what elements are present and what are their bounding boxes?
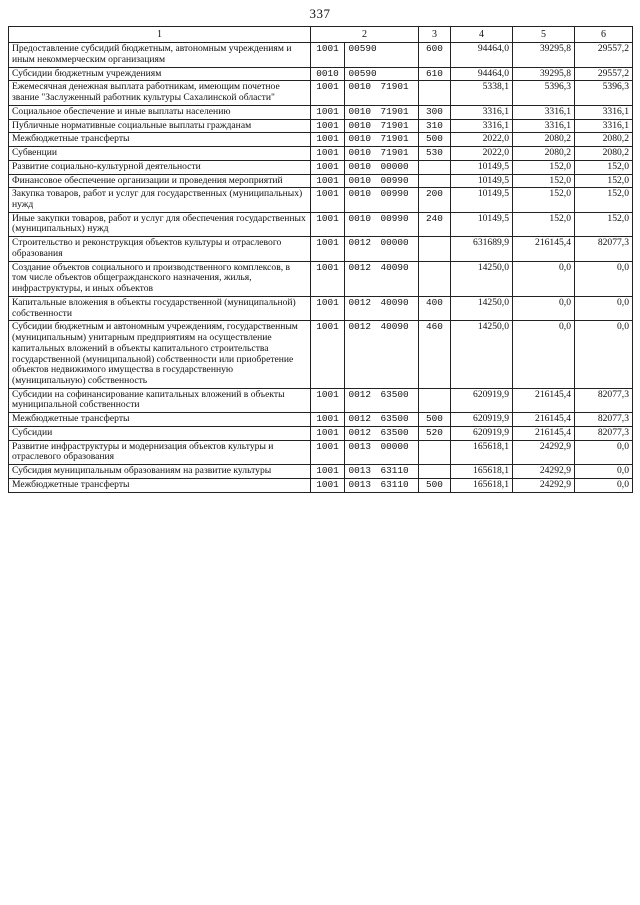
section-code-cell: 1001 xyxy=(311,160,345,174)
target-article-part-a: 0012 xyxy=(348,426,372,438)
amount-col4-cell: 14250,0 xyxy=(451,296,513,320)
table-row xyxy=(9,212,633,236)
amount-col4-cell: 3316,1 xyxy=(451,119,513,133)
target-article-cell xyxy=(345,465,419,479)
row-name-cell: Финансовое обеспечение организации и проведения мероприятий xyxy=(9,174,311,188)
amount-col5-cell: 0,0 xyxy=(513,321,575,388)
table-row xyxy=(9,81,633,105)
section-code-cell: 1001 xyxy=(311,174,345,188)
target-article-part-a: 0010 xyxy=(348,160,372,172)
section-code-cell: 1001 xyxy=(311,426,345,440)
amount-col6-cell: 0,0 xyxy=(575,478,633,492)
expense-type-cell xyxy=(419,237,451,261)
target-article-cell xyxy=(345,237,419,261)
amount-col6-cell: 82077,3 xyxy=(575,426,633,440)
amount-col5-cell: 0,0 xyxy=(513,261,575,296)
table-row xyxy=(9,465,633,479)
amount-col6-cell: 3316,1 xyxy=(575,105,633,119)
amount-col4-cell: 620919,9 xyxy=(451,413,513,427)
target-article-part-a: 0010 xyxy=(348,212,372,224)
section-code-cell: 1001 xyxy=(311,81,345,105)
amount-col5-cell: 24292,9 xyxy=(513,478,575,492)
amount-col5-cell: 2080,2 xyxy=(513,147,575,161)
target-article-part-a: 0013 xyxy=(348,478,372,490)
target-article-part-a: 0013 xyxy=(348,465,372,477)
target-article-cell xyxy=(345,67,419,81)
target-article-cell xyxy=(345,296,419,320)
amount-col6-cell: 0,0 xyxy=(575,261,633,296)
target-article-cell xyxy=(345,321,419,388)
section-code-cell: 1001 xyxy=(311,440,345,464)
target-article-part-b: 71901 xyxy=(380,81,409,93)
amount-col5-cell: 3316,1 xyxy=(513,105,575,119)
target-article-part-a: 0010 xyxy=(348,147,372,159)
expense-type-cell: 200 xyxy=(419,188,451,212)
amount-col4-cell: 620919,9 xyxy=(451,388,513,412)
expense-type-cell: 500 xyxy=(419,413,451,427)
amount-col4-cell: 94464,0 xyxy=(451,43,513,67)
expense-type-cell xyxy=(419,465,451,479)
target-article-part-a: 0010 xyxy=(348,81,372,93)
table-row xyxy=(9,160,633,174)
target-article-cell xyxy=(345,426,419,440)
section-code-cell: 1001 xyxy=(311,321,345,388)
table-row xyxy=(9,296,633,320)
amount-col4-cell: 165618,1 xyxy=(451,478,513,492)
expense-type-cell: 300 xyxy=(419,105,451,119)
table-row xyxy=(9,478,633,492)
expense-type-cell xyxy=(419,440,451,464)
table-row xyxy=(9,43,633,67)
target-article-part-b: 71901 xyxy=(380,105,409,117)
row-name-cell: Иные закупки товаров, работ и услуг для обеспечения государственных (муниципальных) нужд xyxy=(9,212,311,236)
expense-type-cell: 610 xyxy=(419,67,451,81)
amount-col5-cell: 216145,4 xyxy=(513,413,575,427)
amount-col5-cell: 216145,4 xyxy=(513,237,575,261)
amount-col5-cell: 24292,9 xyxy=(513,465,575,479)
table-row xyxy=(9,237,633,261)
section-code-cell: 1001 xyxy=(311,388,345,412)
target-article-part-a: 0012 xyxy=(348,296,372,308)
expense-type-cell xyxy=(419,81,451,105)
amount-col5-cell: 152,0 xyxy=(513,212,575,236)
target-article-part-a: 0012 xyxy=(348,321,372,333)
budget-table xyxy=(8,26,633,493)
expense-type-cell: 500 xyxy=(419,478,451,492)
amount-col5-cell: 39295,8 xyxy=(513,43,575,67)
amount-col5-cell: 152,0 xyxy=(513,160,575,174)
amount-col4-cell: 10149,5 xyxy=(451,174,513,188)
amount-col6-cell: 5396,3 xyxy=(575,81,633,105)
section-code-cell: 0010 xyxy=(311,67,345,81)
amount-col4-cell: 10149,5 xyxy=(451,188,513,212)
amount-col5-cell: 39295,8 xyxy=(513,67,575,81)
section-code-cell: 1001 xyxy=(311,296,345,320)
table-row xyxy=(9,413,633,427)
expense-type-cell: 520 xyxy=(419,426,451,440)
row-name-cell: Субвенции xyxy=(9,147,311,161)
row-name-cell: Субсидии бюджетным учреждениям xyxy=(9,67,311,81)
row-name-cell: Капитальные вложения в объекты государственной (муниципальной) собственности xyxy=(9,296,311,320)
table-row xyxy=(9,119,633,133)
row-name-cell: Межбюджетные трансферты xyxy=(9,133,311,147)
section-code-cell: 1001 xyxy=(311,119,345,133)
target-article-part-b: 40090 xyxy=(380,296,409,308)
amount-col5-cell: 2080,2 xyxy=(513,133,575,147)
target-article-cell xyxy=(345,188,419,212)
target-article-part-b: 71901 xyxy=(380,147,409,159)
amount-col6-cell: 82077,3 xyxy=(575,237,633,261)
amount-col6-cell: 0,0 xyxy=(575,321,633,388)
amount-col6-cell: 0,0 xyxy=(575,296,633,320)
row-name-cell: Субсидия муниципальным образованиям на развитие культуры xyxy=(9,465,311,479)
section-code-cell: 1001 xyxy=(311,237,345,261)
section-code-cell: 1001 xyxy=(311,133,345,147)
expense-type-cell xyxy=(419,261,451,296)
row-name-cell: Развитие инфраструктуры и модернизация объектов культуры и отраслевого образования xyxy=(9,440,311,464)
target-article-part-a: 0012 xyxy=(348,237,372,249)
target-article-part-b: 00000 xyxy=(380,440,409,452)
amount-col4-cell: 165618,1 xyxy=(451,465,513,479)
amount-col5-cell: 3316,1 xyxy=(513,119,575,133)
target-article-part-b: 00000 xyxy=(380,237,409,249)
column-header: 5 xyxy=(513,27,575,43)
row-name-cell: Развитие социально-культурной деятельности xyxy=(9,160,311,174)
target-article-part-b: 00990 xyxy=(380,188,409,200)
target-article-part-b: 40090 xyxy=(380,321,409,333)
table-header-row xyxy=(9,27,633,43)
target-article-cell xyxy=(345,43,419,67)
target-article-part-b: 63110 xyxy=(380,465,409,477)
table-row xyxy=(9,147,633,161)
amount-col6-cell: 0,0 xyxy=(575,465,633,479)
section-code-cell: 1001 xyxy=(311,478,345,492)
target-article-cell xyxy=(345,388,419,412)
column-header: 6 xyxy=(575,27,633,43)
target-article-part-a: 0010 xyxy=(348,188,372,200)
row-name-cell: Строительство и реконструкция объектов культуры и отраслевого образования xyxy=(9,237,311,261)
section-code-cell: 1001 xyxy=(311,261,345,296)
amount-col5-cell: 24292,9 xyxy=(513,440,575,464)
target-article-part-a: 0013 xyxy=(348,440,372,452)
row-name-cell: Субсидии бюджетным и автономным учреждениям, государственным (муниципальным) унитарным предприятиям на осуществление капитальных вложений в объекты капитального строительства государственной (муниципальной) собственности или приобретение объектов недвижимого имущества в государственную (муниципальную) собственность xyxy=(9,321,311,388)
section-code-cell: 1001 xyxy=(311,147,345,161)
target-article-part-b: 63500 xyxy=(380,426,409,438)
expense-type-cell: 600 xyxy=(419,43,451,67)
target-article-part-a: 00590 xyxy=(348,67,377,79)
amount-col6-cell: 152,0 xyxy=(575,212,633,236)
table-row xyxy=(9,188,633,212)
amount-col6-cell: 29557,2 xyxy=(575,43,633,67)
target-article-part-b: 00000 xyxy=(380,160,409,172)
table-row xyxy=(9,321,633,388)
target-article-cell xyxy=(345,147,419,161)
table-row xyxy=(9,67,633,81)
expense-type-cell xyxy=(419,160,451,174)
row-name-cell: Публичные нормативные социальные выплаты гражданам xyxy=(9,119,311,133)
section-code-cell: 1001 xyxy=(311,413,345,427)
amount-col4-cell: 10149,5 xyxy=(451,212,513,236)
table-row xyxy=(9,105,633,119)
amount-col6-cell: 0,0 xyxy=(575,440,633,464)
target-article-cell xyxy=(345,160,419,174)
amount-col4-cell: 5338,1 xyxy=(451,81,513,105)
amount-col6-cell: 2080,2 xyxy=(575,133,633,147)
row-name-cell: Закупка товаров, работ и услуг для государственных (муниципальных) нужд xyxy=(9,188,311,212)
target-article-part-b: 71901 xyxy=(380,119,409,131)
target-article-cell xyxy=(345,133,419,147)
row-name-cell: Межбюджетные трансферты xyxy=(9,478,311,492)
target-article-part-b: 63500 xyxy=(380,388,409,400)
amount-col6-cell: 82077,3 xyxy=(575,413,633,427)
expense-type-cell: 400 xyxy=(419,296,451,320)
target-article-part-a: 0010 xyxy=(348,105,372,117)
row-name-cell: Ежемесячная денежная выплата работникам, имеющим почетное звание "Заслуженный работник культуры Сахалинской области" xyxy=(9,81,311,105)
expense-type-cell xyxy=(419,388,451,412)
column-header: 4 xyxy=(451,27,513,43)
target-article-part-b: 00990 xyxy=(380,212,409,224)
amount-col5-cell: 152,0 xyxy=(513,174,575,188)
expense-type-cell: 500 xyxy=(419,133,451,147)
target-article-part-a: 0010 xyxy=(348,133,372,145)
target-article-cell xyxy=(345,261,419,296)
amount-col5-cell: 216145,4 xyxy=(513,388,575,412)
target-article-part-a: 0010 xyxy=(348,174,372,186)
row-name-cell: Субсидии на софинансирование капитальных вложений в объекты муниципальной собственности xyxy=(9,388,311,412)
target-article-part-b: 63500 xyxy=(380,413,409,425)
target-article-cell xyxy=(345,119,419,133)
section-code-cell: 1001 xyxy=(311,43,345,67)
expense-type-cell: 460 xyxy=(419,321,451,388)
target-article-part-a: 0010 xyxy=(348,119,372,131)
amount-col4-cell: 14250,0 xyxy=(451,261,513,296)
target-article-cell xyxy=(345,105,419,119)
section-code-cell: 1001 xyxy=(311,105,345,119)
amount-col4-cell: 631689,9 xyxy=(451,237,513,261)
target-article-part-a: 00590 xyxy=(348,43,377,55)
page-number: 337 xyxy=(309,6,331,21)
amount-col5-cell: 216145,4 xyxy=(513,426,575,440)
amount-col6-cell: 82077,3 xyxy=(575,388,633,412)
table-row xyxy=(9,440,633,464)
amount-col5-cell: 0,0 xyxy=(513,296,575,320)
table-row xyxy=(9,133,633,147)
table-row xyxy=(9,388,633,412)
amount-col4-cell: 620919,9 xyxy=(451,426,513,440)
amount-col6-cell: 152,0 xyxy=(575,188,633,212)
amount-col6-cell: 152,0 xyxy=(575,174,633,188)
amount-col4-cell: 2022,0 xyxy=(451,147,513,161)
expense-type-cell: 310 xyxy=(419,119,451,133)
column-header: 1 xyxy=(9,27,311,43)
expense-type-cell: 240 xyxy=(419,212,451,236)
target-article-part-a: 0012 xyxy=(348,388,372,400)
expense-type-cell xyxy=(419,174,451,188)
target-article-part-b: 00990 xyxy=(380,174,409,186)
target-article-part-b: 40090 xyxy=(380,261,409,273)
amount-col4-cell: 165618,1 xyxy=(451,440,513,464)
section-code-cell: 1001 xyxy=(311,188,345,212)
column-header: 2 xyxy=(311,27,419,43)
amount-col5-cell: 152,0 xyxy=(513,188,575,212)
amount-col4-cell: 10149,5 xyxy=(451,160,513,174)
target-article-part-b: 71901 xyxy=(380,133,409,145)
row-name-cell: Субсидии xyxy=(9,426,311,440)
amount-col4-cell: 2022,0 xyxy=(451,133,513,147)
target-article-cell xyxy=(345,174,419,188)
target-article-cell xyxy=(345,212,419,236)
table-row xyxy=(9,174,633,188)
target-article-part-a: 0012 xyxy=(348,413,372,425)
target-article-cell xyxy=(345,478,419,492)
table-body xyxy=(9,43,633,492)
table-row xyxy=(9,261,633,296)
section-code-cell: 1001 xyxy=(311,465,345,479)
target-article-cell xyxy=(345,413,419,427)
row-name-cell: Социальное обеспечение и иные выплаты населению xyxy=(9,105,311,119)
section-code-cell: 1001 xyxy=(311,212,345,236)
row-name-cell: Межбюджетные трансферты xyxy=(9,413,311,427)
expense-type-cell: 530 xyxy=(419,147,451,161)
target-article-cell xyxy=(345,81,419,105)
target-article-part-b: 63110 xyxy=(380,478,409,490)
target-article-part-a: 0012 xyxy=(348,261,372,273)
amount-col4-cell: 14250,0 xyxy=(451,321,513,388)
target-article-cell xyxy=(345,440,419,464)
amount-col4-cell: 3316,1 xyxy=(451,105,513,119)
amount-col6-cell: 3316,1 xyxy=(575,119,633,133)
column-header: 3 xyxy=(419,27,451,43)
amount-col5-cell: 5396,3 xyxy=(513,81,575,105)
table-row xyxy=(9,426,633,440)
amount-col6-cell: 29557,2 xyxy=(575,67,633,81)
amount-col6-cell: 152,0 xyxy=(575,160,633,174)
amount-col6-cell: 2080,2 xyxy=(575,147,633,161)
row-name-cell: Предоставление субсидий бюджетным, автономным учреждениям и иным некоммерческим организациям xyxy=(9,43,311,67)
amount-col4-cell: 94464,0 xyxy=(451,67,513,81)
row-name-cell: Создание объектов социального и производственного комплексов, в том числе объектов общегражданского назначения, жилья, инфраструктуры, и иных объектов xyxy=(9,261,311,296)
